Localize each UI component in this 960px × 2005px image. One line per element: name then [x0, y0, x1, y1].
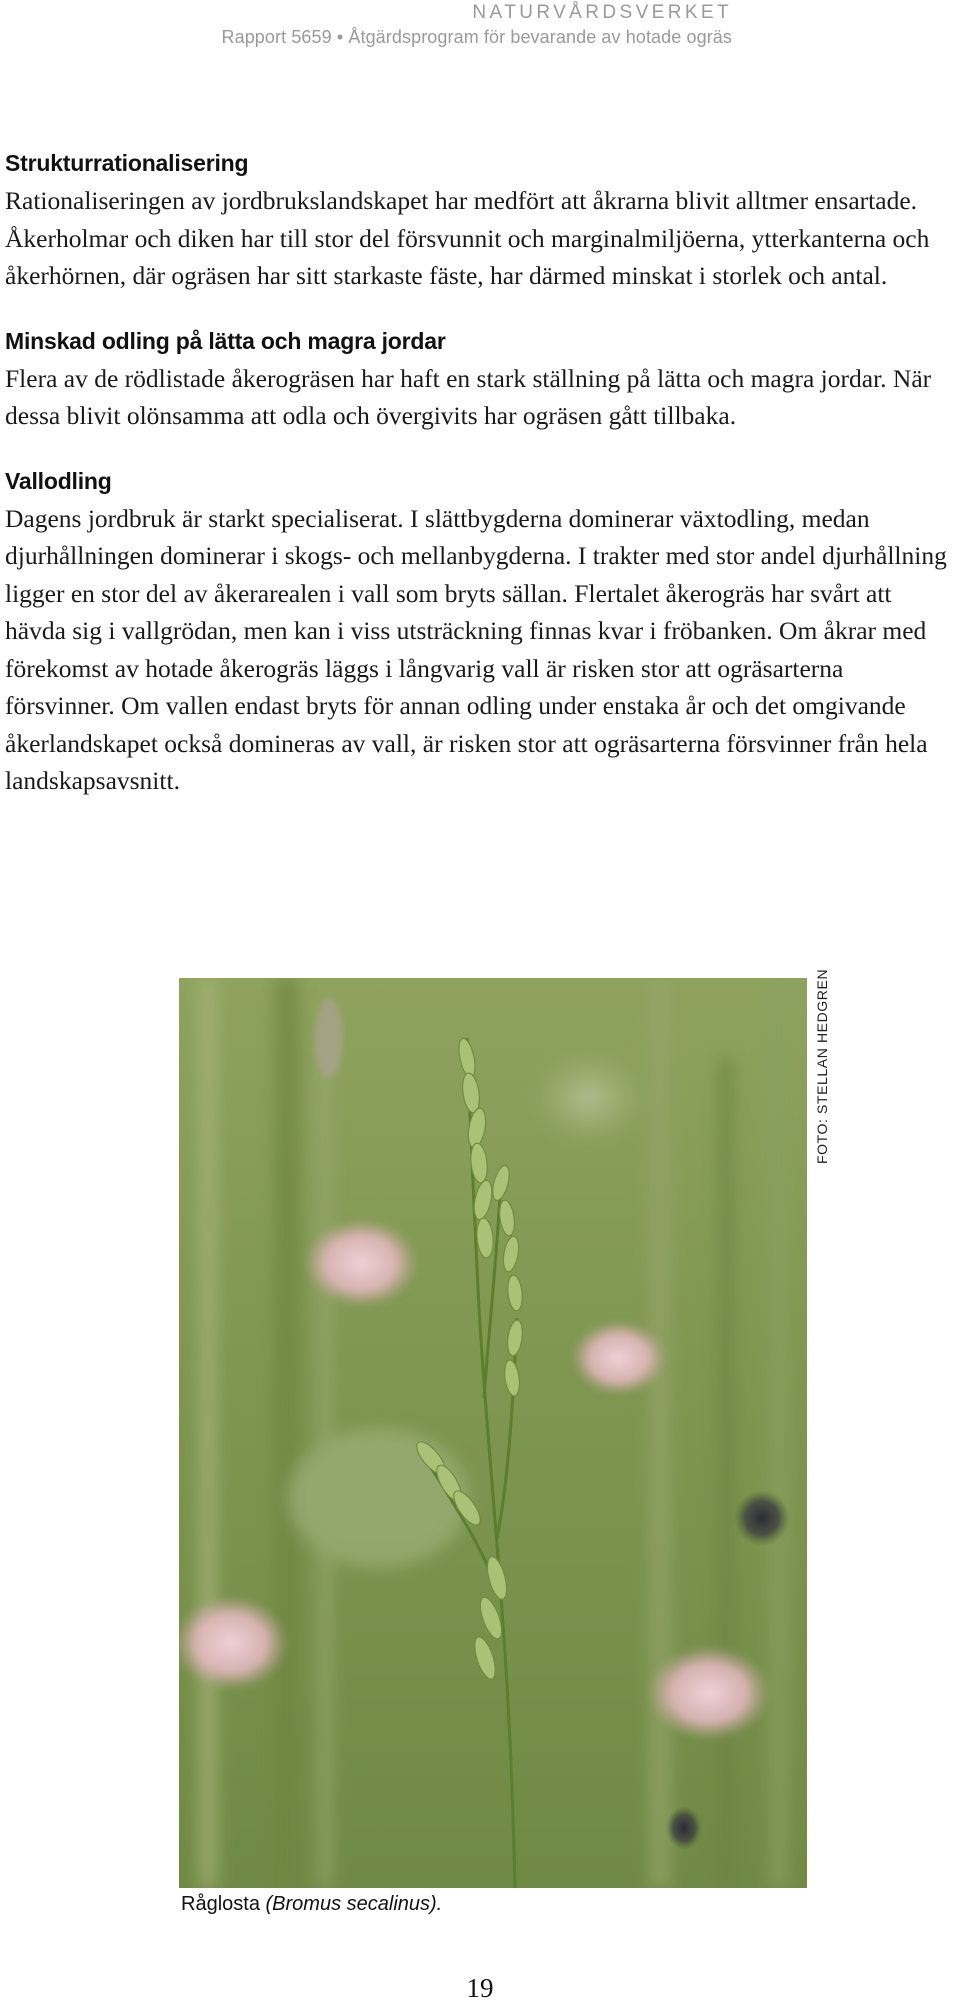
section-strukturrationalisering	[5, 148, 955, 295]
page-number: 19	[466, 1973, 494, 2003]
figure-caption	[181, 1893, 442, 1916]
caption-latin-name: (Bromus secalinus).	[265, 1893, 443, 1915]
publisher-name: NATURVÅRDSVERKET	[472, 2, 732, 23]
photo-credit-text: FOTO: STELLAN HEDGREN	[814, 968, 830, 1164]
section-heading: Minskad odling på lätta och magra jordar	[5, 327, 446, 354]
section-heading: Vallodling	[5, 467, 112, 494]
section-heading: Strukturrationalisering	[5, 150, 249, 176]
section-body: Dagens jordbruk är starkt specialiserat. I slättbygderna dominerar växtodling, medan djurhållningen dominerar i skogs- och mellanbygderna. I trakter med stor andel djurhållning ligger en stor del av åkerarealen i vall som bryts sällan. Flertalet åkerogräs har svårt att hävda sig i vallgrödan, men kan i viss utsträckning finnas kvar i fröbanken. Om åkrar med förekomst av hotade åkerogräs läggs i långvarig vall är risken stor att ogräsarterna försvinner. Om vallen endast bryts för annan odling under enstaka år och det omgivande åkerlandskapet också domineras av vall, är risken stor att ogräsarterna försvinner från hela landskapsavsnitt.	[5, 503, 947, 795]
section-body: Rationaliseringen av jordbrukslandskapet har medfört att åkrarna blivit alltmer ensartade. Åkerholmar och diken har till stor del försvunnit och marginalmiljöerna, ytterkanterna och åkerhörnen, där ogräsen har sitt starkaste fäste, har därmed minskat i storlek och antal.	[5, 186, 930, 290]
report-title: Rapport 5659 • Åtgärdsprogram för bevarande av hotade ogräs	[221, 27, 732, 47]
section-body: Flera av de rödlistade åkerogräsen har haft en stark ställning på lätta och magra jordar. När dessa blivit olönsamma att odla och övergivits har ogräsen gått tillbaka.	[5, 363, 932, 430]
running-header	[221, 0, 732, 48]
main-text	[5, 148, 955, 831]
caption-common-name: Råglosta	[181, 1893, 266, 1915]
grass-photo	[179, 978, 807, 1888]
photo-credit	[812, 968, 832, 1168]
section-vallodling	[5, 466, 955, 800]
section-minskad-odling	[5, 326, 955, 435]
